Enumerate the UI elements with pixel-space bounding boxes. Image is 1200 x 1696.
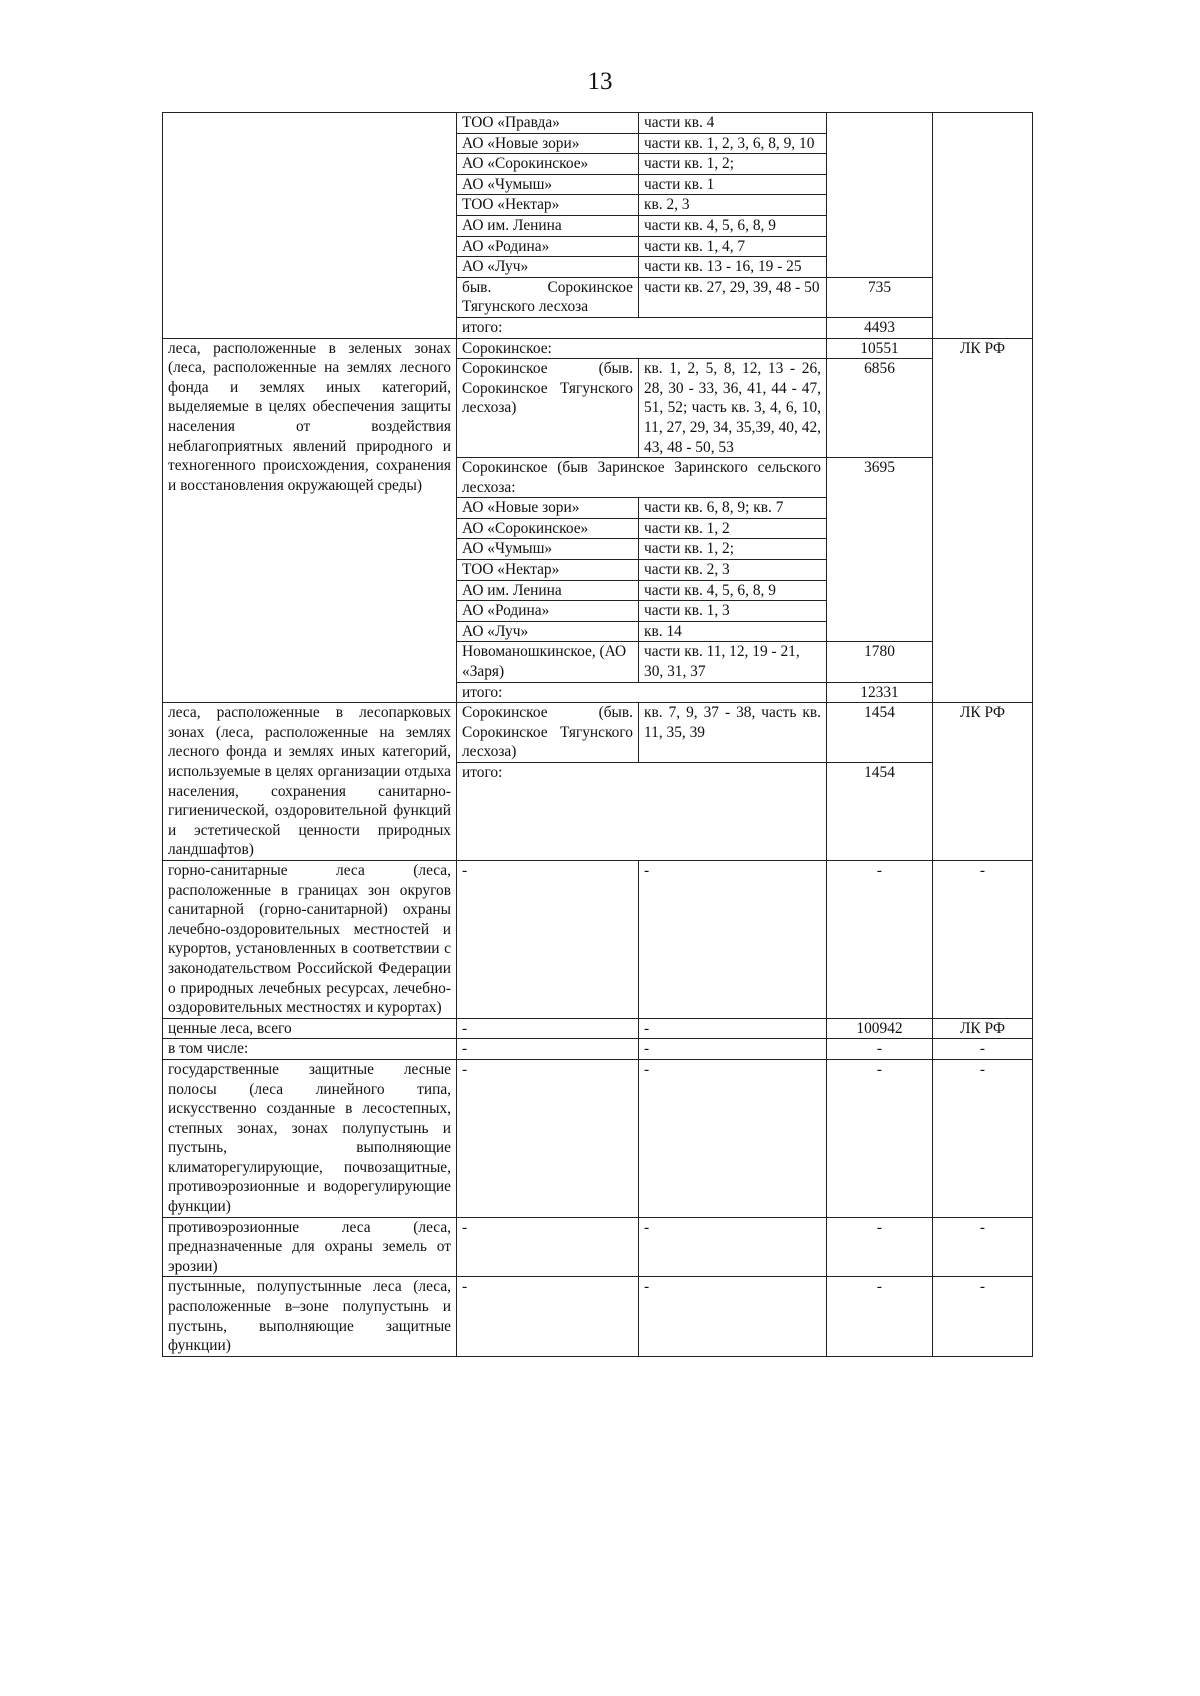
- area-cell: 1454: [827, 703, 933, 763]
- category-cell: леса, расположенные в зеленых зонах (леса, расположенные на землях лесного фонда и землях иных категорий, выделяемые в целях обеспечения защиты населения от воздействия неблагоприятных явлений природного и техногенного происхождения, сохранения и восстановления окружающей среды): [163, 338, 457, 703]
- dash-cell: -: [827, 1217, 933, 1277]
- table-row: [163, 1018, 1033, 1039]
- dash-cell: -: [933, 1059, 1033, 1217]
- category-cell: в том числе:: [163, 1039, 457, 1060]
- owner-cell: АО «Родина»: [457, 236, 639, 257]
- quarters-cell: части кв. 4: [639, 113, 827, 134]
- total-value: 4493: [827, 317, 933, 338]
- law-cell: ЛК РФ: [933, 1018, 1033, 1039]
- owner-cell: АО им. Ленина: [457, 580, 639, 601]
- area-cell: 1780: [827, 642, 933, 682]
- area-cell: 10551: [827, 338, 933, 359]
- dash-cell: -: [933, 1217, 1033, 1277]
- quarters-cell: кв. 1, 2, 5, 8, 12, 13 - 26, 28, 30 - 33, 36, 41, 44 - 47, 51, 52; часть кв. 3, 4, 6, 10, 11, 27, 29, 34, 35,39, 40, 42, 43, 48 - 50, 53: [639, 359, 827, 458]
- owner-cell: ТОО «Нектар»: [457, 195, 639, 216]
- table-row: [163, 1277, 1033, 1356]
- owner-cell: АО «Чумыш»: [457, 174, 639, 195]
- quarters-cell: части кв. 6, 8, 9; кв. 7: [639, 498, 827, 519]
- quarters-cell: части кв. 1: [639, 174, 827, 195]
- owner-cell: Сорокинское:: [457, 338, 827, 359]
- table-row: [163, 1059, 1033, 1217]
- category-cell: пустынные, полупустынные леса (леса, расположенные в–зоне полупустынь и пустынь, выполняющие защитные функции): [163, 1277, 457, 1356]
- dash-cell: -: [639, 1277, 827, 1356]
- quarters-cell: части кв. 1, 3: [639, 601, 827, 622]
- table-row: [163, 1217, 1033, 1277]
- total-label: итого:: [457, 763, 827, 861]
- owner-cell: АО им. Ленина: [457, 215, 639, 236]
- dash-cell: -: [457, 1217, 639, 1277]
- dash-cell: -: [827, 860, 933, 1018]
- quarters-cell: кв. 14: [639, 621, 827, 642]
- table-row: [163, 860, 1033, 1018]
- owner-cell: АО «Новые зори»: [457, 498, 639, 519]
- owner-cell: ТОО «Правда»: [457, 113, 639, 134]
- dash-cell: -: [457, 1039, 639, 1060]
- dash-cell: -: [639, 860, 827, 1018]
- owner-cell: Новоманошкинское, (АО «Заря): [457, 642, 639, 682]
- total-value: 1454: [827, 763, 933, 861]
- dash-cell: -: [457, 860, 639, 1018]
- total-label: итого:: [457, 317, 827, 338]
- quarters-cell: части кв. 1, 2;: [639, 154, 827, 175]
- category-cell: противоэрозионные леса (леса, предназначенные для охраны земель от эрозии): [163, 1217, 457, 1277]
- quarters-cell: части кв. 27, 29, 39, 48 - 50: [639, 277, 827, 317]
- area-cell: 3695: [827, 458, 933, 642]
- quarters-cell: части кв. 2, 3: [639, 560, 827, 581]
- owner-cell: АО «Новые зори»: [457, 133, 639, 154]
- owner-cell: Сорокинское (быв. Сорокинское Тягунского лесхоза): [457, 359, 639, 458]
- law-cell: ЛК РФ: [933, 703, 1033, 861]
- category-cell: горно-санитарные леса (леса, расположенные в границах зон округов санитарной (горно-санитарной) охраны лечебно-оздоровительных местностей и курортов, установленных в соответствии с законодательством Российской Федерации о природных лечебных ресурсах, лечебно-оздоровительных местностях и курортах): [163, 860, 457, 1018]
- dash-cell: -: [827, 1059, 933, 1217]
- total-label: итого:: [457, 682, 827, 703]
- dash-cell: -: [457, 1018, 639, 1039]
- quarters-cell: части кв. 1, 2, 3, 6, 8, 9, 10: [639, 133, 827, 154]
- law-cell: [933, 113, 1033, 339]
- table-row: [163, 703, 1033, 763]
- owner-cell: АО «Сорокинское»: [457, 518, 639, 539]
- quarters-cell: части кв. 4, 5, 6, 8, 9: [639, 215, 827, 236]
- quarters-cell: части кв. 1, 4, 7: [639, 236, 827, 257]
- protective-forests-table: [162, 112, 1033, 1357]
- dash-cell: -: [827, 1039, 933, 1060]
- category-cell: ценные леса, всего: [163, 1018, 457, 1039]
- quarters-cell: части кв. 13 - 16, 19 - 25: [639, 257, 827, 278]
- total-value: 12331: [827, 682, 933, 703]
- dash-cell: -: [933, 860, 1033, 1018]
- area-cell: [827, 113, 933, 278]
- quarters-cell: части кв. 4, 5, 6, 8, 9: [639, 580, 827, 601]
- owner-cell: АО «Луч»: [457, 621, 639, 642]
- dash-cell: -: [827, 1277, 933, 1356]
- dash-cell: -: [639, 1039, 827, 1060]
- category-cell: государственные защитные лесные полосы (леса линейного типа, искусственно созданные в лесостепных, степных зонах, зонах полупустынь и пустынь, выполняющие климаторегулирующие, почвозащитные, противоэрозионные и водорегулирующие функции): [163, 1059, 457, 1217]
- page-number: 13: [587, 68, 613, 95]
- table-row: [163, 338, 1033, 359]
- dash-cell: -: [639, 1059, 827, 1217]
- owner-cell: АО «Чумыш»: [457, 539, 639, 560]
- quarters-cell: кв. 2, 3: [639, 195, 827, 216]
- quarters-cell: части кв. 1, 2: [639, 518, 827, 539]
- quarters-cell: кв. 7, 9, 37 - 38, часть кв. 11, 35, 39: [639, 703, 827, 763]
- dash-cell: -: [457, 1277, 639, 1356]
- dash-cell: -: [639, 1018, 827, 1039]
- dash-cell: -: [933, 1277, 1033, 1356]
- area-cell: 6856: [827, 359, 933, 458]
- dash-cell: -: [933, 1039, 1033, 1060]
- owner-cell: АО «Луч»: [457, 257, 639, 278]
- area-cell: 735: [827, 277, 933, 317]
- table-row: [163, 1039, 1033, 1060]
- empty-category-cell: [163, 113, 457, 339]
- law-cell: ЛК РФ: [933, 338, 1033, 703]
- owner-cell: быв. Сорокинское Тягунского лесхоза: [457, 277, 639, 317]
- table-row: [163, 113, 1033, 134]
- dash-cell: -: [639, 1217, 827, 1277]
- owner-cell: АО «Родина»: [457, 601, 639, 622]
- owner-cell: ТОО «Нектар»: [457, 560, 639, 581]
- owner-cell: Сорокинское (быв Заринское Заринского сельского лесхоза:: [457, 458, 827, 498]
- owner-cell: АО «Сорокинское»: [457, 154, 639, 175]
- dash-cell: -: [457, 1059, 639, 1217]
- category-cell: леса, расположенные в лесопарковых зонах (леса, расположенные на землях лесного фонда и землях иных категорий, используемые в целях организации отдыха населения, сохранения санитарно-гигиенической, оздоровительной функций и эстетической ценности природных ландшафтов): [163, 703, 457, 861]
- quarters-cell: части кв. 1, 2;: [639, 539, 827, 560]
- quarters-cell: части кв. 11, 12, 19 - 21, 30, 31, 37: [639, 642, 827, 682]
- area-cell: 100942: [827, 1018, 933, 1039]
- owner-cell: Сорокинское (быв. Сорокинское Тягунского лесхоза): [457, 703, 639, 763]
